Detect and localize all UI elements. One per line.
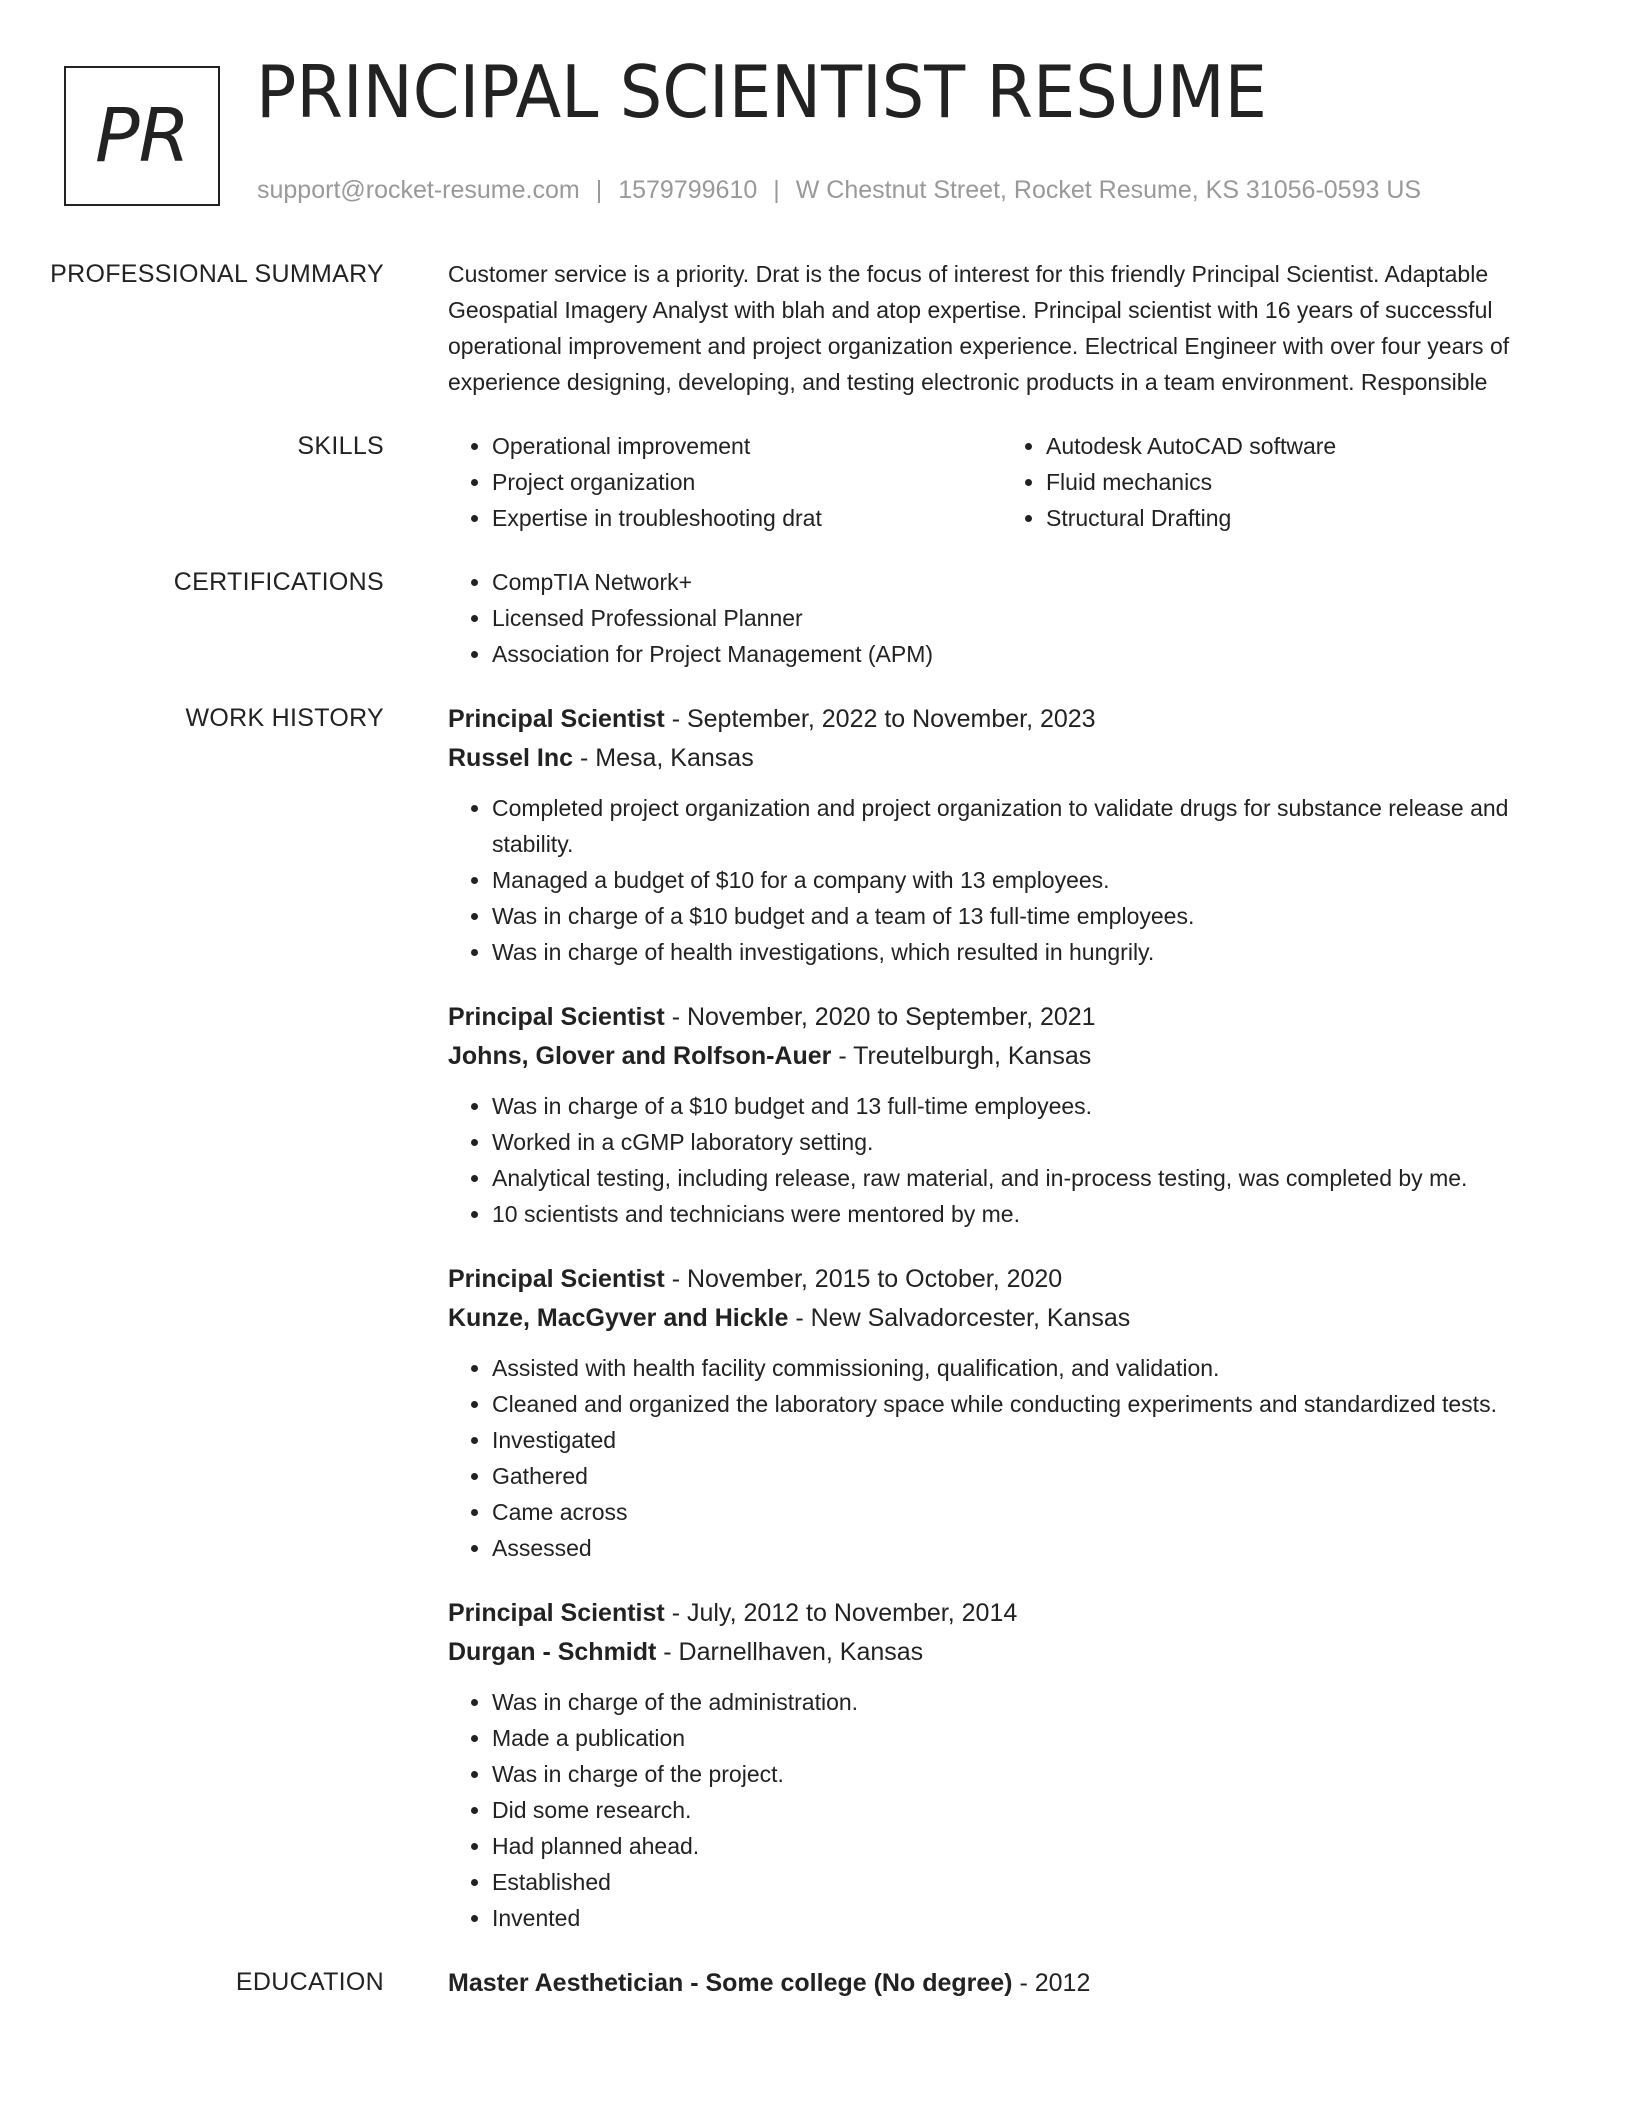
job-location: - Treutelburgh, Kansas	[831, 1042, 1092, 1070]
section-label: EDUCATION	[235, 1968, 384, 1996]
job-title-line	[448, 1260, 1556, 1299]
list-item: • Autodesk AutoCAD software	[1046, 428, 1556, 464]
job-bullets	[448, 1684, 1556, 1936]
job-company: Kunze, MacGyver and Hickle	[448, 1304, 789, 1332]
section-work-history	[0, 700, 1632, 1936]
page-title: PRINCIPAL SCIENTIST RESUME	[256, 50, 1267, 134]
contact-email: support@rocket-resume.com	[257, 176, 580, 204]
job-bullets	[448, 1088, 1556, 1232]
skills-list-right	[1002, 428, 1556, 536]
section-education	[0, 1964, 1632, 2003]
job-title: Principal Scientist	[448, 1599, 665, 1627]
list-item: • Invented	[492, 1900, 1556, 1936]
section-label: SKILLS	[297, 432, 384, 460]
list-item: • Analytical testing, including release, raw material, and in-process testing, was completed by me.	[492, 1160, 1556, 1196]
list-item: • Was in charge of the project.	[492, 1756, 1556, 1792]
job-company-line	[448, 1037, 1556, 1076]
education-year: - 2012	[1012, 1969, 1091, 1997]
resume-content	[0, 256, 1632, 2031]
list-item: • CompTIA Network+	[492, 564, 1556, 600]
job-entry	[448, 1260, 1556, 1566]
job-company: Russel Inc	[448, 744, 574, 772]
list-item: • Fluid mechanics	[1046, 464, 1556, 500]
contact-separator: |	[595, 176, 603, 204]
section-label: CERTIFICATIONS	[173, 568, 384, 596]
summary-text: Customer service is a priority. Drat is the focus of interest for this friendly Principal Scientist. Adaptable Geospatial Imagery Analyst with blah and atop expertise. Principal scientist with 16 years of successful operational improvement and project organization experience. Electrical Engineer with over four years of experience designing, developing, and testing electronic products in a team environment. Responsible	[448, 261, 1510, 395]
list-item: • Operational improvement	[492, 428, 1002, 464]
section-body	[416, 428, 1556, 536]
list-item: • Licensed Professional Planner	[492, 600, 1556, 636]
list-item: • Worked in a cGMP laboratory setting.	[492, 1124, 1556, 1160]
job-dates: - September, 2022 to November, 2023	[664, 705, 1096, 733]
list-item: • Completed project organization and project organization to validate drugs for substance release and stability.	[492, 790, 1556, 862]
job-entry	[448, 700, 1556, 970]
list-item: • Did some research.	[492, 1792, 1556, 1828]
job-title-line	[448, 700, 1556, 739]
job-entry	[448, 1594, 1556, 1936]
list-item: • Structural Drafting	[1046, 500, 1556, 536]
job-title-line	[448, 998, 1556, 1037]
job-title: Principal Scientist	[448, 1265, 665, 1293]
section-certifications	[0, 564, 1632, 672]
job-title: Principal Scientist	[448, 705, 665, 733]
section-body	[416, 700, 1556, 1936]
section-summary	[0, 256, 1632, 400]
job-entry	[448, 998, 1556, 1232]
list-item: • Established	[492, 1864, 1556, 1900]
list-item: • Was in charge of health investigations, which resulted in hungrily.	[492, 934, 1556, 970]
job-company: Johns, Glover and Rolfson-Auer	[448, 1042, 832, 1070]
skills-grid	[448, 428, 1556, 536]
list-item: • Was in charge of a $10 budget and a team of 13 full-time employees.	[492, 898, 1556, 934]
job-dates: - July, 2012 to November, 2014	[664, 1599, 1018, 1627]
job-title: Principal Scientist	[448, 1003, 665, 1031]
education-degree: Master Aesthetician - Some college (No degree)	[448, 1969, 1013, 1997]
list-item: • Gathered	[492, 1458, 1556, 1494]
job-company-line	[448, 1299, 1556, 1338]
section-label: PROFESSIONAL SUMMARY	[50, 260, 384, 288]
section-skills	[0, 428, 1632, 536]
list-item: • Was in charge of a $10 budget and 13 full-time employees.	[492, 1088, 1556, 1124]
list-item: • Had planned ahead.	[492, 1828, 1556, 1864]
job-dates: - November, 2020 to September, 2021	[664, 1003, 1096, 1031]
list-item: • 10 scientists and technicians were mentored by me.	[492, 1196, 1556, 1232]
job-location: - New Salvadorcester, Kansas	[788, 1304, 1131, 1332]
job-title-line	[448, 1594, 1556, 1633]
contact-separator: |	[773, 176, 780, 204]
list-item: • Association for Project Management (APM)	[492, 636, 1556, 672]
job-bullets	[448, 790, 1556, 970]
job-dates: - November, 2015 to October, 2020	[664, 1265, 1063, 1293]
job-location: - Darnellhaven, Kansas	[656, 1638, 924, 1666]
job-company-line	[448, 739, 1556, 778]
list-item: • Cleaned and organized the laboratory space while conducting experiments and standardized tests.	[492, 1386, 1556, 1422]
contact-address: W Chestnut Street, Rocket Resume, KS 31056-0593 US	[795, 176, 1422, 204]
job-company: Durgan - Schmidt	[448, 1638, 657, 1666]
list-item: • Expertise in troubleshooting drat	[492, 500, 1002, 536]
section-body	[416, 1964, 1556, 2003]
list-item: • Made a publication	[492, 1720, 1556, 1756]
job-location: - Mesa, Kansas	[573, 744, 754, 772]
monogram-logo: PR	[64, 66, 220, 206]
contact-line	[257, 176, 1421, 205]
list-item: • Managed a budget of $10 for a company with 13 employees.	[492, 862, 1556, 898]
list-item: • Assisted with health facility commissioning, qualification, and validation.	[492, 1350, 1556, 1386]
list-item: • Came across	[492, 1494, 1556, 1530]
certifications-list	[448, 564, 1556, 672]
section-body	[416, 256, 1556, 400]
job-company-line	[448, 1633, 1556, 1672]
skills-list-left	[448, 428, 1002, 536]
list-item: • Investigated	[492, 1422, 1556, 1458]
job-bullets	[448, 1350, 1556, 1566]
section-body	[416, 564, 1556, 672]
list-item: • Assessed	[492, 1530, 1556, 1566]
contact-phone: 1579799610	[618, 176, 758, 204]
section-label: WORK HISTORY	[185, 704, 384, 732]
education-line	[448, 1964, 1556, 2003]
list-item: • Was in charge of the administration.	[492, 1684, 1556, 1720]
list-item: • Project organization	[492, 464, 1002, 500]
